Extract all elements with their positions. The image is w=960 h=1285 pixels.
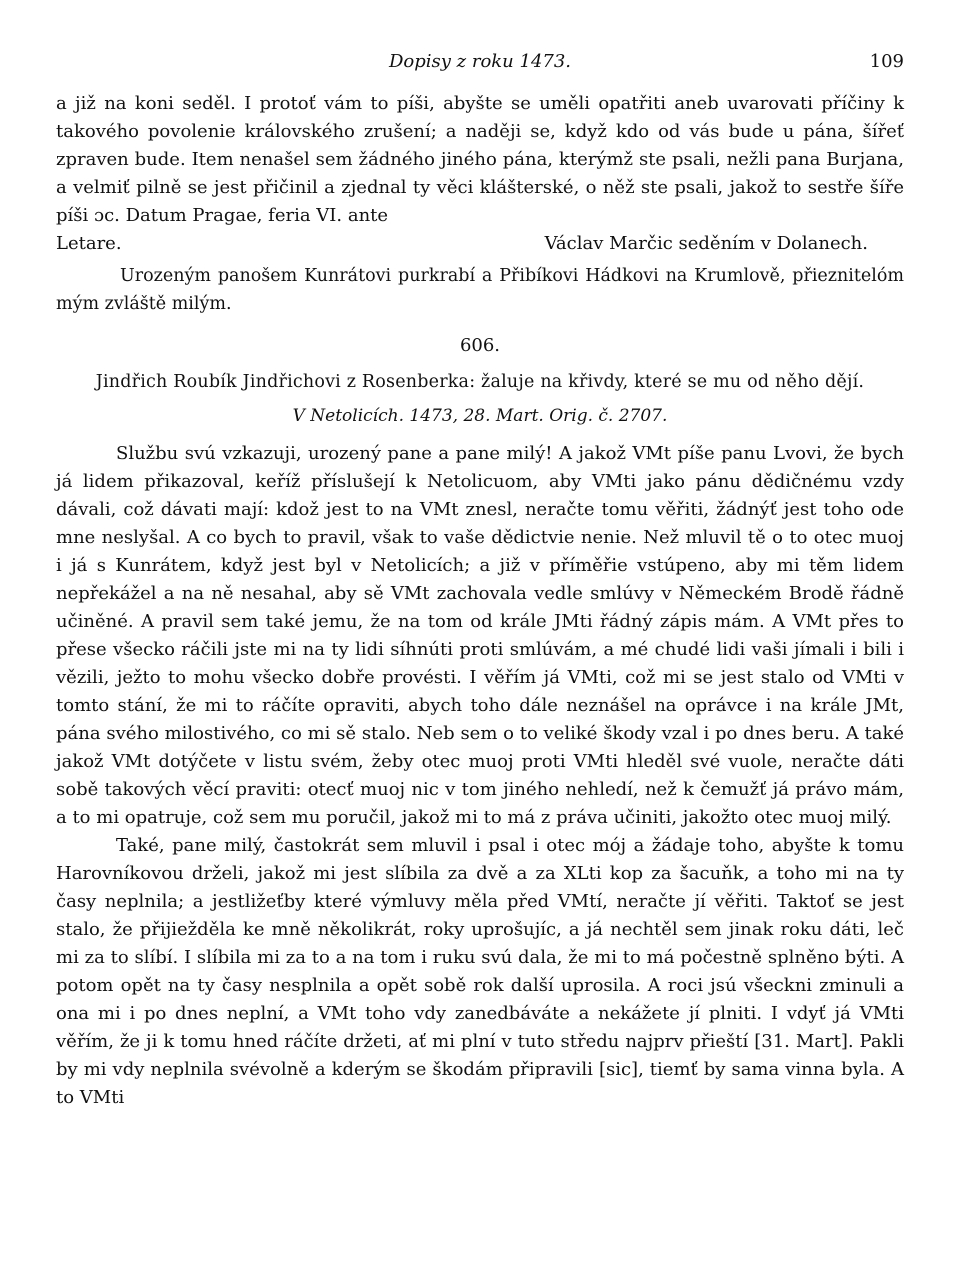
letter-number: 606.	[459, 335, 501, 356]
signature: Václav Marčic seděním v Dolanech.	[544, 233, 868, 254]
letter-paragraph: Také, pane milý, častokrát sem mluvil i psal i otec mój a žádaje toho, abyšte k tomu Harovníkovou drželi, jakož mi jest slíbila za dvě a za XLti kop za šacuňk, a toho mi na ty časy neplnila; a jestližeťby které výmluvy měla před VMtí, neračte jí věřiti. Taktoť se jest stalo, že přijiežděla ke mně několikrát, roky uprošujíc, a já nechtěl sem jinak roku dáti, leč mi za to slíbí. I slíbila mi za to a na tom i ruku svú dala, že mi to má počestně splněno býti. A potom opět na ty časy nesplnila a opět sobě rok další uprosila. A roci jsú všeckni zminuli a ona mi i po dnes neplní, a VMt toho vdy zanedbáváte a nekážete jí plniti. I vdyť já VMti věřím, že ji k tomu hned ráčíte držeti, ať mi plní v tuto středu najprv přieští [31. Mart]. Pakli by mi vdy neplnila svévolně a kderým se škodám připravili [sic], tiemť by sama vinna byla. A to VMti	[56, 835, 904, 1108]
address-line: Urozeným panošem Kunrátovi purkrabí a Přibíkovi Hádkovi na Krumlově, přieznitelóm mým zvláště milým.	[56, 266, 904, 314]
continuation-paragraph: a již na koni seděl. I protoť vám to píši, abyšte se uměli opatřiti aneb uvarovati příčiny k takového povolenie královského zrušení; a naději se, když kdo od vás bude u pána, šířeť zpraven bude. Item nenašel sem žádného jiného pána, kterýmž ste psali, nežli pana Burjana, a velmiť pilně se jest přičinil a zjednal ty věci klášterské, o něž ste psali, jakož to sestře šíře píši ɔc. Datum Pragae, feria VI. ante	[56, 93, 904, 226]
running-head	[56, 48, 904, 78]
letter-summary: Jindřich Roubík Jindřichovi z Rosenberka: žaluje na křivdy, které se mu od něho dějí.	[95, 372, 865, 392]
closing-date-end: Letare.	[56, 233, 122, 254]
letter-date-line: V Netolicích. 1473, 28. Mart. Orig. č. 2707.	[292, 406, 668, 426]
closing-line	[56, 230, 904, 258]
running-title: Dopisy z roku 1473.	[388, 51, 572, 72]
letter-paragraph: Službu svú vzkazuji, urozený pane a pane milý! A jakož VMt píše panu Lvovi, že bych já lidem přikazoval, keříž příslušejí k Netolicuom, aby VMti jako pánu dědičnému vzdy dávali, což dávati mají: kdož jest to na VMt znesl, neračte tomu věřiti, žádnýť jest toho ode mne neslyšal. A co bych to pravil, však to vaše dědictvie nenie. Než mluvil tě o to otec muoj i já s Kunrátem, když jest byl v Netolicích; a již v příměřie vstúpeno, aby mi těm lidem nepřekážel a na ně nesahal, aby sě VMt zachovala vedle smlúvy v Německém Brodě řádně učiněné. A pravil sem také jemu, že na tom od krále JMti řádný zápis mám. A VMt přes to přese všecko ráčili jste mi na ty lidi síhnúti proti smlúvám, a mé chudé lidi vaši jímali i bili i vězili, ježto to mohu všecko dobře provésti. I věřím já VMti, což mi se jest stalo od VMti v tomto stání, že mi to ráčíte opraviti, abych toho dále neznášel na oprávce i na krále JMt, pána svého milostivého, co mi sě stalo. Neb sem o to veliké škody vzal i po dnes beru. A také jakož VMt dotýčete v listu svém, žeby otec muoj proti VMti hleděl své vuole, neračte dáti sobě takových věcí praviti: otecť muoj nic v tom jiného nehledí, než k čemužť já právo mám, a to mi opatruje, což sem mu poručil, jakož mi to má z práva učiniti, jakožto otec muoj milý.	[56, 443, 904, 828]
page-number: 109	[869, 51, 904, 72]
